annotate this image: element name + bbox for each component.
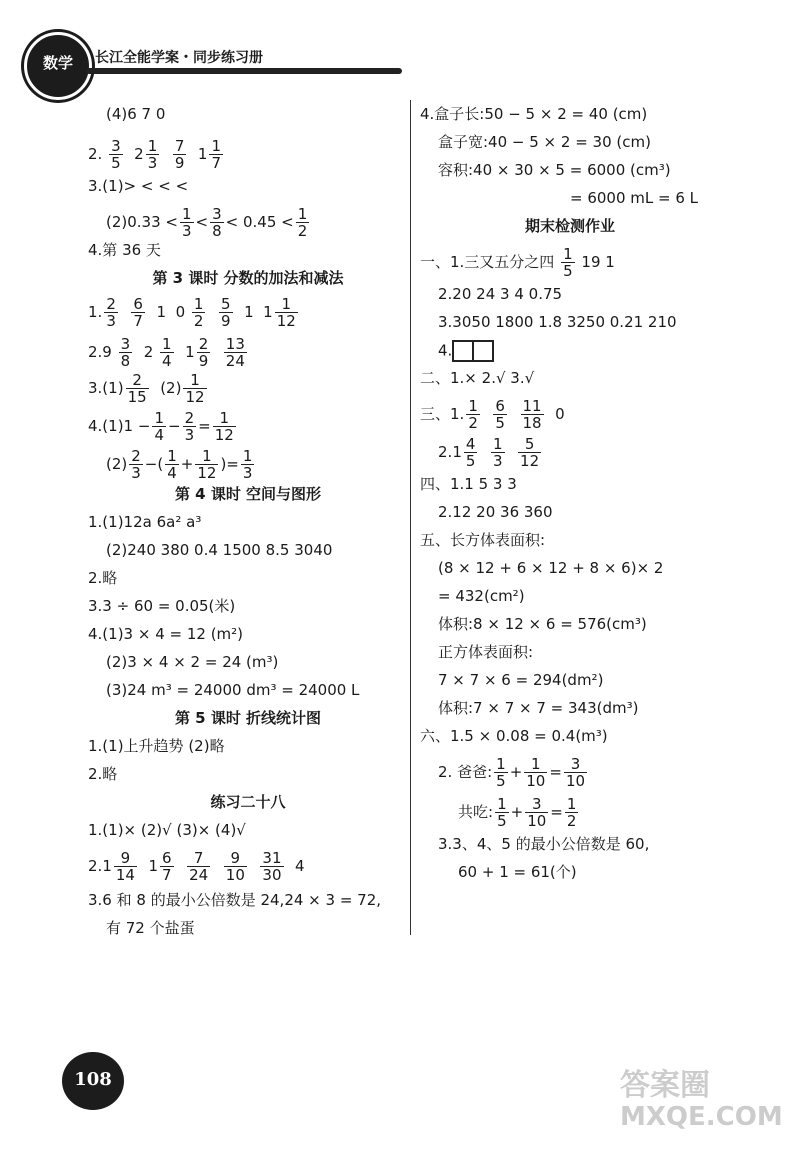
fraction: $\frac{5}{12}$ — [520, 435, 540, 470]
fraction: $\frac{3}{8}$ — [212, 205, 222, 240]
answer-line: 2.9 $\frac{3}{8}$ 2 $\frac{1}{4}$ 1 $\frac{2}{9}$ $\frac{13}{24}$ — [88, 335, 245, 370]
answer-line: (2)0.33 < $\frac{1}{3}$ < $\frac{3}{8}$ < 0.45 < $\frac{1}{2}$ — [106, 205, 308, 240]
fraction: $\frac{3}{10}$ — [565, 755, 586, 790]
answer-line: 2.略 — [88, 569, 118, 587]
fraction: $\frac{1}{7}$ — [211, 137, 222, 172]
answer-line: 4.盒子长:50 − 5 × 2 = 40 (cm) — [420, 105, 648, 123]
fraction: $\frac{1}{2}$ — [468, 397, 478, 432]
answer-line: (4)6 7 0 — [106, 105, 166, 123]
answer-line: (3)24 m³ = 24000 dm³ = 24000 L — [106, 681, 360, 699]
answer-line: 二、1.× 2.√ 3.√ — [420, 369, 535, 387]
fraction: $\frac{7}{9}$ — [174, 137, 185, 172]
section-heading: 第 5 课时 折线统计图 — [174, 709, 322, 727]
fraction: $\frac{9}{14}$ — [115, 849, 135, 884]
fraction: $\frac{1}{12}$ — [185, 371, 205, 406]
fraction: $\frac{1}{3}$ — [181, 205, 192, 240]
fraction: $\frac{1}{5}$ — [496, 755, 506, 790]
answer-line: 共吃: $\frac{1}{5}$ + $\frac{3}{10}$ = $\frac{1}{2}$ — [458, 795, 577, 830]
fraction: $\frac{2}{3}$ — [184, 409, 195, 444]
fraction: $\frac{1}{4}$ — [154, 409, 164, 444]
fraction: $\frac{1}{10}$ — [526, 755, 546, 790]
answer-line: 3.(1) $\frac{2}{15}$ (2) $\frac{1}{12}$ — [88, 371, 205, 406]
item-number: 2. — [88, 145, 103, 163]
fraction: $\frac{1}{2}$ — [566, 795, 577, 830]
answer-line: 3.6 和 8 的最小公倍数是 24,24 × 3 = 72, — [88, 891, 382, 909]
fraction: $\frac{3}{10}$ — [527, 795, 547, 830]
drawn-boxes — [452, 340, 492, 362]
fraction: $\frac{4}{5}$ — [465, 435, 476, 470]
fraction: $\frac{31}{30}$ — [262, 849, 282, 884]
fraction: $\frac{2}{15}$ — [127, 371, 147, 406]
section-heading: 第 4 课时 空间与图形 — [174, 485, 322, 503]
answer-line: 正方体表面积: — [438, 643, 534, 661]
answer-line: = 432(cm²) — [438, 587, 525, 605]
page-number-badge — [62, 1052, 124, 1110]
answer-line: 3.3 ÷ 60 = 0.05(米) — [88, 597, 236, 615]
answer-line: 4.(1)3 × 4 = 12 (m²) — [88, 625, 244, 643]
answer-line: 7 × 7 × 6 = 294(dm²) — [438, 671, 604, 689]
fraction: $\frac{1}{5}$ — [497, 795, 507, 830]
header-rule — [86, 68, 402, 74]
fraction: $\frac{6}{7}$ — [133, 295, 143, 330]
answer-line: 五、长方体表面积: — [420, 531, 546, 549]
fraction: $\frac{1}{2}$ — [297, 205, 308, 240]
answer-line: 60 + 1 = 61(个) — [458, 863, 577, 881]
column-divider — [410, 100, 411, 935]
answer-line: = 6000 mL = 6 L — [570, 189, 699, 207]
fraction: $\frac{1}{12}$ — [214, 409, 234, 444]
fraction: $\frac{1}{3}$ — [242, 447, 253, 482]
watermark-line1: 答案圈 — [620, 1068, 710, 1103]
section-heading: 练习二十八 — [210, 793, 286, 811]
answer-line: 体积:8 × 12 × 6 = 576(cm³) — [438, 615, 647, 633]
section-heading: 期末检测作业 — [524, 217, 615, 235]
page-header — [0, 0, 800, 110]
fraction: $\frac{11}{18}$ — [522, 397, 542, 432]
answer-line: 2.12 20 36 360 — [438, 503, 553, 521]
answer-line: (2) $\frac{2}{3}$ −( $\frac{1}{4}$ + $\frac{1}{12}$ )= $\frac{1}{3}$ — [106, 447, 253, 482]
fraction: $\frac{3}{8}$ — [120, 335, 131, 370]
answer-line: 有 72 个盐蛋 — [106, 919, 195, 937]
section-heading: 第 3 课时 分数的加法和减法 — [152, 269, 344, 287]
fraction: $\frac{2}{3}$ — [106, 295, 116, 330]
fraction: $\frac{9}{10}$ — [225, 849, 245, 884]
subject-badge — [24, 32, 92, 100]
fraction: $\frac{6}{5}$ — [495, 397, 505, 432]
answer-line: 六、1.5 × 0.08 = 0.4(m³) — [420, 727, 608, 745]
fraction: $\frac{2}{3}$ — [131, 447, 141, 482]
answer-line: 四、1.1 5 3 3 — [420, 475, 517, 493]
answer-line: 3.(1)> < < < — [88, 177, 189, 195]
subject-badge-label: 数学 — [42, 54, 73, 72]
answer-line: (2)3 × 4 × 2 = 24 (m³) — [106, 653, 279, 671]
answer-line: 容积:40 × 30 × 5 = 6000 (cm³) — [438, 161, 671, 179]
answer-line: 2.1 $\frac{9}{14}$ 1 $\frac{6}{7}$ $\frac{7}{24}$ $\frac{9}{10}$ $\frac{31}{30}$ 4 — [88, 849, 305, 884]
answer-line: 2. 爸爸: $\frac{1}{5}$ + $\frac{1}{10}$ = $\frac{3}{10}$ — [438, 755, 586, 790]
fraction: $\frac{1}{3}$ — [492, 435, 503, 470]
fraction: $\frac{13}{24}$ — [225, 335, 245, 370]
answer-line: 1. $\frac{2}{3}$ $\frac{6}{7}$ 1 0 $\frac{1}{2}$ $\frac{5}{9}$ 1 1 $\frac{1}{12}$ — [88, 295, 296, 330]
fraction: $\frac{1}{5}$ — [563, 245, 573, 280]
answer-line: 1.(1)× (2)√ (3)× (4)√ — [88, 821, 246, 839]
answer-line: 2. $\frac{3}{5}$ 2 $\frac{1}{3}$ $\frac{7}{9}$ 1 $\frac{1}{7}$ — [88, 137, 222, 172]
fraction: $\frac{1}{2}$ — [193, 295, 204, 330]
fraction: $\frac{7}{24}$ — [189, 849, 209, 884]
fraction: $\frac{6}{7}$ — [162, 849, 172, 884]
answer-line: 1.(1)上升趋势 (2)略 — [88, 737, 225, 755]
fraction: $\frac{5}{9}$ — [220, 295, 231, 330]
answer-line: 2.1 $\frac{4}{5}$ $\frac{1}{3}$ $\frac{5}{12}$ — [438, 435, 540, 470]
watermark — [620, 1060, 790, 1140]
answer-line: 4.第 36 天 — [88, 241, 161, 259]
answer-line: (2)240 380 0.4 1500 8.5 3040 — [106, 541, 333, 559]
answer-line: (8 × 12 + 6 × 12 + 8 × 6)× 2 — [438, 559, 664, 577]
fraction: $\frac{1}{4}$ — [162, 335, 172, 370]
fraction: $\frac{3}{5}$ — [111, 137, 121, 172]
book-title: 长江全能学案・同步练习册 — [95, 50, 263, 66]
answer-line: 盒子宽:40 − 5 × 2 = 30 (cm) — [438, 133, 651, 151]
fraction: $\frac{1}{12}$ — [197, 447, 217, 482]
answer-line: 体积:7 × 7 × 7 = 343(dm³) — [438, 699, 639, 717]
answer-line: 三、1. $\frac{1}{2}$ $\frac{6}{5}$ $\frac{11}{18}$ 0 — [420, 397, 565, 432]
watermark-line2: MXQE.COM — [620, 1102, 783, 1132]
answer-line: 4. — [438, 340, 492, 362]
answer-line: 4.(1)1 − $\frac{1}{4}$ − $\frac{2}{3}$ = $\frac{1}{12}$ — [88, 409, 234, 444]
fraction: $\frac{2}{9}$ — [198, 335, 209, 370]
page-number: 108 — [74, 1069, 112, 1090]
answer-line: 2.20 24 3 4 0.75 — [438, 285, 563, 303]
answer-line: 2.略 — [88, 765, 118, 783]
answer-line: 1.(1)12a 6a² a³ — [88, 513, 202, 531]
fraction: $\frac{1}{3}$ — [147, 137, 158, 172]
answer-line: 3.3050 1800 1.8 3250 0.21 210 — [438, 313, 677, 331]
fraction: $\frac{1}{12}$ — [276, 295, 296, 330]
answer-line: 一、1.三又五分之四 $\frac{1}{5}$ 19 1 — [420, 245, 615, 280]
answer-line: 3.3、4、5 的最小公倍数是 60, — [438, 835, 650, 853]
fraction: $\frac{1}{4}$ — [167, 447, 177, 482]
